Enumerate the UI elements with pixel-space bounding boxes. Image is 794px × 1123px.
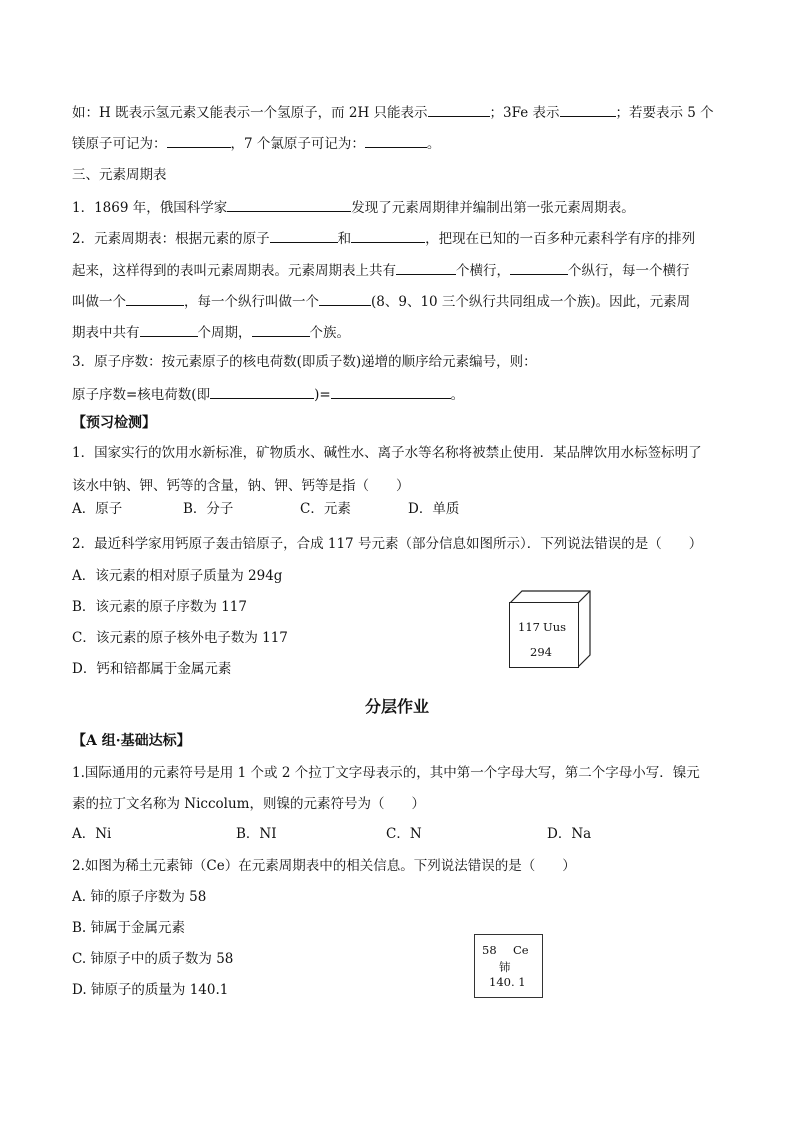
homework-q1-line1: 1.国际通用的元素符号是用 1 个或 2 个拉丁文字母表示的，其中第一个字母大写，第二个字母小写．镍元 — [72, 765, 700, 781]
homework-title: 分层作业 — [364, 697, 429, 716]
answer-blank[interactable] — [560, 102, 616, 117]
answer-blank[interactable] — [396, 260, 456, 275]
option-c[interactable]: C．N — [386, 826, 422, 842]
answer-blank[interactable] — [365, 133, 427, 148]
answer-blank[interactable] — [210, 384, 314, 399]
section3-q2-line4: 期表中共有 个周期， 个族。 — [72, 322, 350, 342]
section-title: 三、元素周期表 — [72, 167, 167, 183]
intro-line-1: 如：H 既表示氢元素又能表示一个氢原子，而 2H 只能表示 ；3Fe 表示 ；若要表示 5 个 — [72, 102, 714, 122]
option-d[interactable]: D．Na — [547, 826, 592, 842]
element-number: 58 — [482, 943, 497, 957]
answer-blank[interactable] — [167, 133, 231, 148]
answer-blank[interactable] — [252, 322, 310, 337]
answer-blank[interactable] — [428, 102, 490, 117]
group-a-title: 【A 组·基础达标】 — [72, 733, 191, 749]
option-a[interactable]: A．原子 — [72, 501, 123, 517]
option-b[interactable]: B．分子 — [183, 501, 234, 517]
answer-blank[interactable] — [351, 228, 425, 243]
element-number: 117 — [518, 620, 540, 634]
section3-q2-line2: 起来，这样得到的表叫元素周期表。元素周期表上共有 个横行， 个纵行，每一个横行 — [72, 260, 690, 280]
option-a[interactable]: A．该元素的相对原子质量为 294g — [72, 568, 283, 584]
cube-front-face — [509, 602, 579, 668]
option-a[interactable]: A. 铈的原子序数为 58 — [72, 889, 207, 905]
option-c[interactable]: C．该元素的原子核外电子数为 117 — [72, 630, 288, 646]
option-d[interactable]: D．单质 — [408, 501, 460, 517]
preview-q1-line1: 1．国家实行的饮用水新标准，矿物质水、碱性水、离子水等名称将被禁止使用．某品牌饮用水标签标明了 — [72, 445, 702, 461]
section3-q3-line1: 3．原子序数：按元素原子的核电荷数(即质子数)递增的顺序给元素编号，则： — [72, 354, 537, 370]
answer-blank[interactable] — [510, 260, 568, 275]
element-symbol: Uus — [543, 620, 566, 634]
option-b[interactable]: B. 铈属于金属元素 — [72, 920, 186, 936]
section3-q2-line3: 叫做一个 ，每一个纵行叫做一个 (8、9、10 三个纵行共同组成一个族)。因此，元素周 — [72, 291, 690, 311]
answer-blank[interactable] — [270, 228, 338, 243]
preview-q2-stem: 2．最近科学家用钙原子轰击锫原子，合成 117 号元素（部分信息如图所示）．下列说法错误的是（ ） — [72, 536, 703, 552]
element-mass: 140. 1 — [489, 975, 526, 989]
section3-q2-line1: 2．元素周期表：根据元素的原子 和 ，把现在已知的一百多种元素科学有序的排列 — [72, 228, 695, 248]
option-c[interactable]: C. 铈原子中的质子数为 58 — [72, 951, 234, 967]
option-d[interactable]: D．钙和锫都属于金属元素 — [72, 661, 232, 677]
answer-blank[interactable] — [126, 291, 184, 306]
element-symbol: Ce — [513, 943, 529, 957]
element-mass: 294 — [530, 645, 552, 659]
option-b[interactable]: B．该元素的原子序数为 117 — [72, 599, 247, 615]
answer-blank[interactable] — [140, 322, 198, 337]
answer-blank[interactable] — [331, 384, 451, 399]
preview-q1-line2: 该水中钠、钾、钙等的含量，钠、钾、钙等是指（ ） — [72, 478, 410, 494]
answer-blank[interactable] — [227, 197, 351, 212]
answer-blank[interactable] — [319, 291, 371, 306]
cerium-element-tile — [474, 934, 543, 998]
option-d[interactable]: D. 铈原子的质量为 140.1 — [72, 982, 229, 998]
intro-line-2: 镁原子可记为： ，7 个氯原子可记为： 。 — [72, 133, 440, 153]
option-a[interactable]: A．Ni — [72, 826, 112, 842]
section3-q3-line2: 原子序数=核电荷数(即 )= 。 — [72, 384, 464, 404]
homework-q1-line2: 素的拉丁文名称为 Niccolum，则镍的元素符号为（ ） — [72, 796, 425, 812]
section3-q1: 1．1869 年，俄国科学家 发现了元素周期律并编制出第一张元素周期表。 — [72, 197, 635, 217]
option-b[interactable]: B．NI — [236, 826, 277, 842]
preview-title: 【预习检测】 — [72, 415, 156, 431]
option-c[interactable]: C．元素 — [300, 501, 351, 517]
element-cube-figure — [509, 590, 599, 668]
homework-q2-stem: 2.如图为稀土元素铈（Ce）在元素周期表中的相关信息。下列说法错误的是（ ） — [72, 858, 576, 874]
element-name: 铈 — [499, 960, 511, 974]
